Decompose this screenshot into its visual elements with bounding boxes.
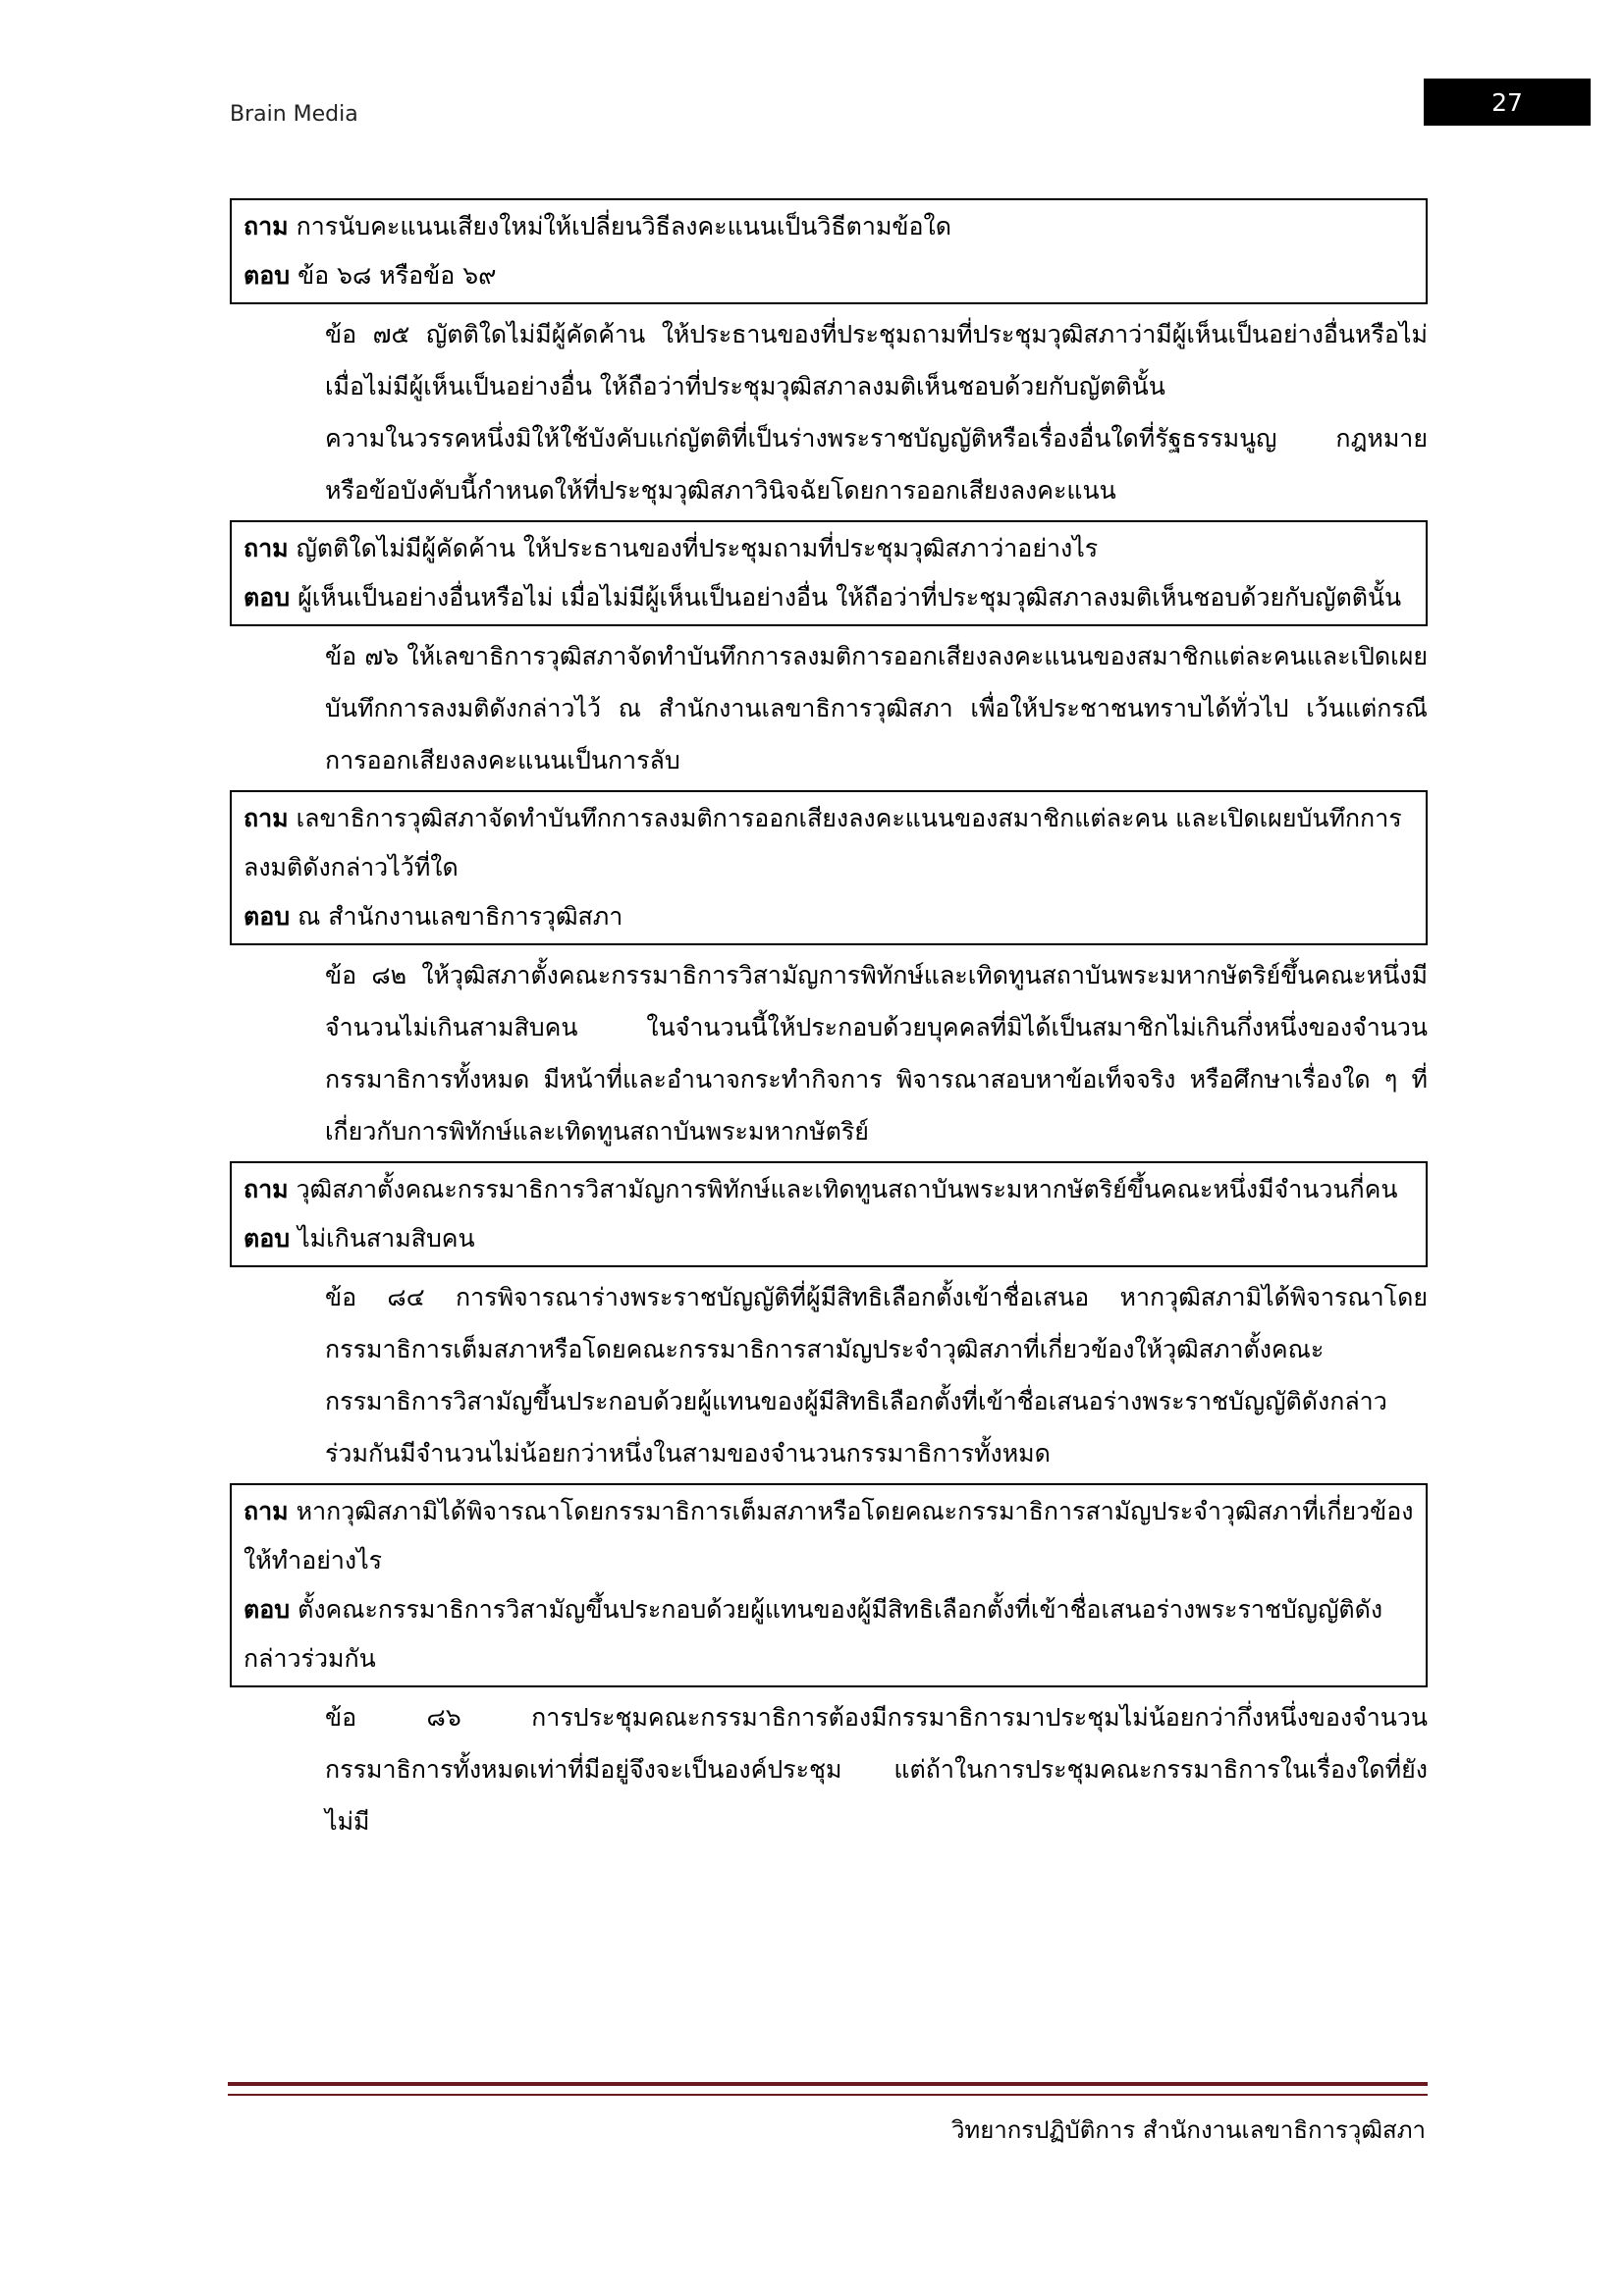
article-paragraph <box>230 412 1428 516</box>
question-text: การนับคะแนนเสียงใหม่ให้เปลี่ยนวิธีลงคะแนนเป็นวิธีตามข้อใด <box>296 212 951 240</box>
article-paragraph <box>230 1691 1428 1847</box>
paragraph-text: ข้อ ๗๖ ให้เลขาธิการวุฒิสภาจัดทำบันทึกการลงมติการออกเสียงลงคะแนนของสมาชิกแต่ละคนและเปิดเผยบันทึกการลงมติดังกล่าวไว้ ณ สำนักงานเลขาธิการวุฒิสภา เพื่อให้ประชาชนทราบได้ทั่วไป เว้นแต่กรณีการออกเสียงลงคะแนนเป็นการลับ <box>325 642 1428 774</box>
answer-label: ตอบ <box>244 902 291 931</box>
answer-text: ณ สำนักงานเลขาธิการวุฒิสภา <box>298 902 623 931</box>
question-label: ถาม <box>244 212 289 240</box>
question-text: เลขาธิการวุฒิสภาจัดทำบันทึกการลงมติการออกเสียงลงคะแนนของสมาชิกแต่ละคน และเปิดเผยบันทึกการลงมติดังกล่าวไว้ที่ใด <box>244 804 1402 881</box>
question-text: ญัตติใดไม่มีผู้คัดค้าน ให้ประธานของที่ประชุมถามที่ประชุมวุฒิสภาว่าอย่างไร <box>296 534 1099 562</box>
document-body <box>230 194 1428 1847</box>
article-paragraph <box>230 308 1428 412</box>
question-text: หากวุฒิสภามิได้พิจารณาโดยกรรมาธิการเต็มสภาหรือโดยคณะกรรมาธิการสามัญประจำวุฒิสภาที่เกี่ยวข้องให้ทำอย่างไร <box>244 1497 1414 1575</box>
question-label: ถาม <box>244 804 289 832</box>
brand-label: Brain Media <box>230 102 358 127</box>
footer-text: วิทยากรปฏิบัติการ สำนักงานเลขาธิการวุฒิสภา <box>950 2116 1426 2144</box>
qa-box <box>230 520 1428 626</box>
answer-label: ตอบ <box>244 1224 291 1253</box>
answer-text: ไม่เกินสามสิบคน <box>298 1224 475 1253</box>
answer-text: ผู้เห็นเป็นอย่างอื่นหรือไม่ เมื่อไม่มีผู้เห็นเป็นอย่างอื่น ให้ถือว่าที่ประชุมวุฒิสภาลงมติเห็นชอบด้วยกับญัตตินั้น <box>298 583 1402 612</box>
page-number: 27 <box>1424 79 1591 126</box>
question-label: ถาม <box>244 1175 289 1203</box>
footer-divider <box>228 2082 1428 2096</box>
paragraph-text: ข้อ ๗๕ ญัตติใดไม่มีผู้คัดค้าน ให้ประธานของที่ประชุมถามที่ประชุมวุฒิสภาว่ามีผู้เห็นเป็นอย่างอื่นหรือไม่ เมื่อไม่มีผู้เห็นเป็นอย่างอื่น ให้ถือว่าที่ประชุมวุฒิสภาลงมติเห็นชอบด้วยกับญัตตินั้น <box>325 320 1428 400</box>
paragraph-text: ความในวรรคหนึ่งมิให้ใช้บังคับแก่ญัตติที่เป็นร่างพระราชบัญญัติหรือเรื่องอื่นใดที่รัฐธรรมนูญ กฎหมาย หรือข้อบังคับนี้กำหนดให้ที่ประชุมวุฒิสภาวินิจฉัยโดยการออกเสียงลงคะแนน <box>325 424 1428 505</box>
article-paragraph <box>230 949 1428 1157</box>
paragraph-text: ข้อ ๘๒ ให้วุฒิสภาตั้งคณะกรรมาธิการวิสามัญการพิทักษ์และเทิดทูนสถาบันพระมหากษัตริย์ขึ้นคณะหนึ่งมีจำนวนไม่เกินสามสิบคน ในจำนวนนี้ให้ประกอบด้วยบุคคลที่มิได้เป็นสมาชิกไม่เกินกึ่งหนึ่งของจำนวนกรรมาธิการทั้งหมด มีหน้าที่และอำนาจกระทำกิจการ พิจารณาสอบหาข้อเท็จจริง หรือศึกษาเรื่องใด ๆ ที่เกี่ยวกับการพิทักษ์และเทิดทูนสถาบันพระมหากษัตริย์ <box>325 961 1428 1146</box>
question-label: ถาม <box>244 1497 289 1525</box>
paragraph-text: ข้อ ๘๔ การพิจารณาร่างพระราชบัญญัติที่ผู้มีสิทธิเลือกตั้งเข้าชื่อเสนอ หากวุฒิสภามิได้พิจารณาโดยกรรมาธิการเต็มสภาหรือโดยคณะกรรมาธิการสามัญประจำวุฒิสภาที่เกี่ยวข้องให้วุฒิสภาตั้งคณะกรรมาธิการวิสามัญขึ้นประกอบด้วยผู้แทนของผู้มีสิทธิเลือกตั้งที่เข้าชื่อเสนอร่างพระราชบัญญัติดังกล่าวร่วมกันมีจำนวนไม่น้อยกว่าหนึ่งในสามของจำนวนกรรมาธิการทั้งหมด <box>325 1283 1428 1468</box>
article-paragraph <box>230 630 1428 786</box>
answer-label: ตอบ <box>244 1595 291 1624</box>
qa-box <box>230 1483 1428 1687</box>
article-paragraph <box>230 1271 1428 1479</box>
paragraph-text: ข้อ ๘๖ การประชุมคณะกรรมาธิการต้องมีกรรมาธิการมาประชุมไม่น้อยกว่ากึ่งหนึ่งของจำนวนกรรมาธิการทั้งหมดเท่าที่มีอยู่จึงจะเป็นองค์ประชุม แต่ถ้าในการประชุมคณะกรรมาธิการในเรื่องใดที่ยังไม่มี <box>325 1703 1428 1836</box>
answer-label: ตอบ <box>244 261 291 290</box>
qa-box <box>230 790 1428 945</box>
answer-text: ตั้งคณะกรรมาธิการวิสามัญขึ้นประกอบด้วยผู้แทนของผู้มีสิทธิเลือกตั้งที่เข้าชื่อเสนอร่างพระราชบัญญัติดังกล่าวร่วมกัน <box>244 1595 1383 1673</box>
qa-box <box>230 198 1428 304</box>
qa-box <box>230 1161 1428 1267</box>
answer-text: ข้อ ๖๘ หรือข้อ ๖๙ <box>298 261 497 290</box>
answer-label: ตอบ <box>244 583 291 612</box>
question-label: ถาม <box>244 534 289 562</box>
question-text: วุฒิสภาตั้งคณะกรรมาธิการวิสามัญการพิทักษ์และเทิดทูนสถาบันพระมหากษัตริย์ขึ้นคณะหนึ่งมีจำนวนกี่คน <box>296 1175 1398 1203</box>
